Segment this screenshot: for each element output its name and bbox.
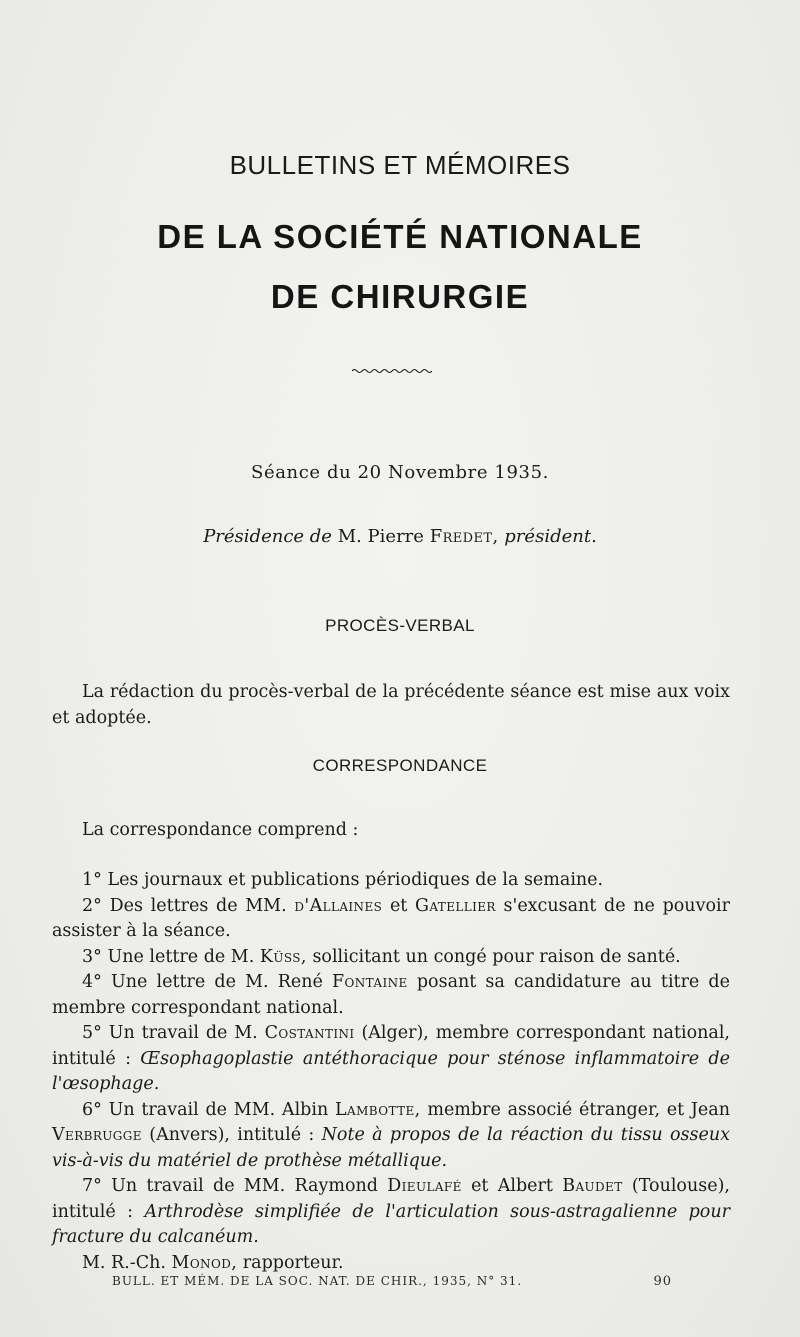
section-heading-correspondance: CORRESPONDANCE xyxy=(312,756,488,775)
journal-title-line2: DE LA SOCIÉTÉ NATIONALE xyxy=(157,218,643,255)
person-name: Dieulafé xyxy=(387,1176,462,1196)
item-text: posant sa candidature au titre de membre correspondant national. xyxy=(52,972,730,1018)
person-name: Fontaine xyxy=(332,972,408,992)
item-text: 3° Une lettre de M. xyxy=(82,946,255,967)
item-text: et Albert xyxy=(471,1176,553,1196)
person-name: Gatellier xyxy=(415,895,496,916)
person-name: Monod, xyxy=(171,1252,238,1273)
president-name: M. Pierre xyxy=(337,526,424,547)
presidency-prefix: Présidence de xyxy=(203,526,332,547)
item-text: (Alger), membre correspondant national, intitulé : xyxy=(52,1023,730,1069)
presidency-suffix: président. xyxy=(504,526,597,547)
list-item xyxy=(52,945,730,971)
list-item xyxy=(52,1251,730,1277)
list-item xyxy=(52,1021,730,1098)
person-name: Verbrugge xyxy=(52,1125,142,1145)
page-footer xyxy=(112,1274,672,1288)
paragraph-redaction xyxy=(52,680,730,731)
comprend-text: La correspondance comprend : xyxy=(82,820,359,840)
correspondence-list xyxy=(52,868,730,1276)
person-name: Costantini xyxy=(264,1023,355,1043)
person-name: d'Allaines xyxy=(294,895,383,916)
person-name: Lambotte, xyxy=(335,1099,421,1120)
list-item xyxy=(52,894,730,945)
footer-citation: BULL. ET MÉM. DE LA SOC. NAT. DE CHIR., 1935, N° 31. xyxy=(112,1274,523,1288)
item-text: et xyxy=(389,895,408,916)
work-title: Note à propos de la réaction du tissu osseux vis-à-vis du matériel de prothèse métallique. xyxy=(52,1125,730,1171)
item-text: 4° Une lettre de M. René xyxy=(82,972,323,992)
redaction-text: La rédaction du procès-verbal de la précédente séance est mise aux voix et adoptée. xyxy=(52,682,730,728)
item-text: 2° Des lettres de MM. xyxy=(82,895,287,916)
item-text: M. R.-Ch. xyxy=(82,1252,166,1273)
item-text: sollicitant un congé pour raison de santé. xyxy=(312,946,681,967)
ornament-divider xyxy=(352,366,432,376)
list-item xyxy=(52,868,730,894)
item-text: (Toulouse), intitulé : xyxy=(52,1176,730,1222)
journal-title-line1: BULLETINS ET MÉMOIRES xyxy=(229,150,571,180)
item-text: s'excusant de ne pouvoir assister à la séance. xyxy=(52,895,730,941)
work-title: Arthrodèse simplifiée de l'articulation sous-astragalienne pour fracture du calcanéum. xyxy=(52,1201,730,1247)
list-item xyxy=(52,970,730,1021)
page-number: 90 xyxy=(653,1274,672,1289)
paragraph-comprend xyxy=(52,818,730,844)
item-text: 6° Un travail de MM. Albin xyxy=(82,1099,329,1120)
item-text: (Anvers), intitulé : xyxy=(149,1125,315,1145)
section-heading-proces-verbal: PROCÈS-VERBAL xyxy=(325,616,475,635)
presidency-line xyxy=(0,526,800,547)
item-text: 1° Les journaux et publications périodiques de la semaine. xyxy=(82,870,604,890)
president-surname: Fredet, xyxy=(429,526,499,547)
item-text: membre associé étranger, et Jean xyxy=(427,1099,730,1120)
person-name: Küss, xyxy=(259,946,307,967)
person-name: Baudet xyxy=(562,1176,623,1196)
item-text: rapporteur. xyxy=(242,1252,344,1273)
item-text: 5° Un travail de M. xyxy=(82,1023,258,1043)
list-item xyxy=(52,1174,730,1251)
work-title: Œsophagoplastie antéthoracique pour sténose inflammatoire de l'œsophage. xyxy=(52,1048,730,1094)
session-date: Séance du 20 Novembre 1935. xyxy=(251,462,549,483)
journal-title-line3: DE CHIRURGIE xyxy=(270,278,530,315)
item-text: 7° Un travail de MM. Raymond xyxy=(82,1176,378,1196)
list-item xyxy=(52,1098,730,1175)
